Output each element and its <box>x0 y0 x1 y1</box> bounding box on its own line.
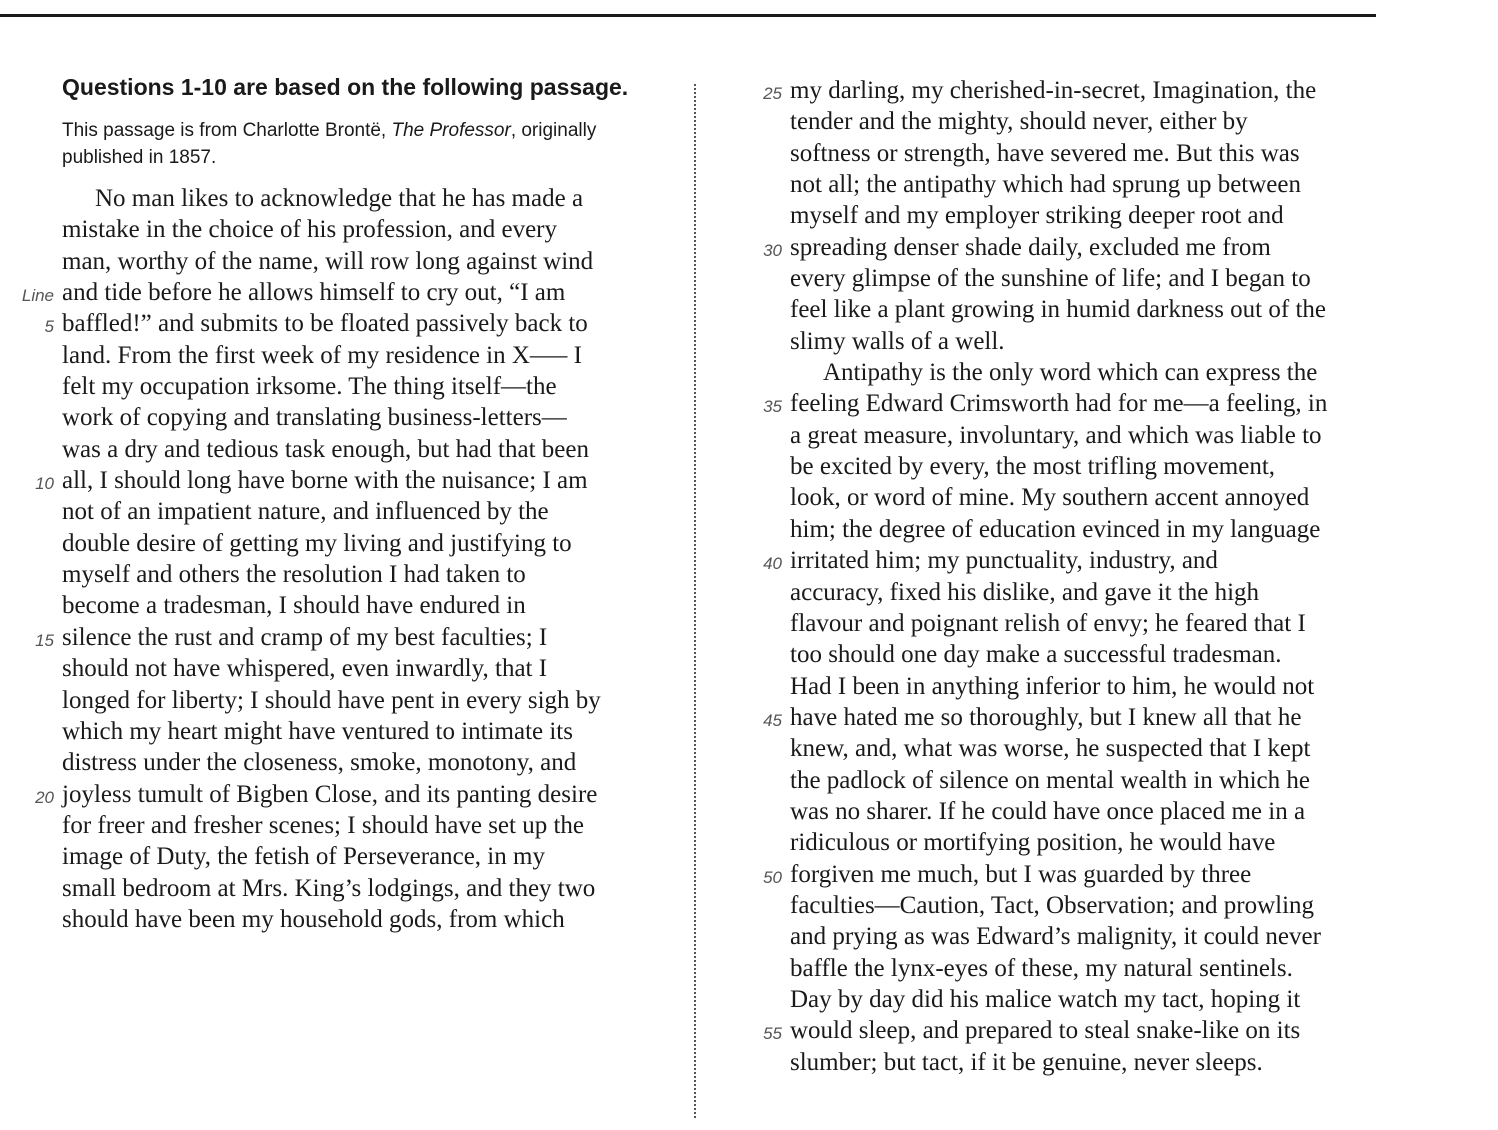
line-text: was a dry and tedious task enough, but had that been <box>62 435 589 463</box>
line-text: for freer and fresher scenes; I should have set up the <box>62 811 585 839</box>
passage-line <box>62 653 662 684</box>
line-text: have hated me so thoroughly, but I knew all that he <box>790 703 1302 731</box>
passage-line <box>790 827 1390 858</box>
line-text: softness or strength, have severed me. But this was <box>790 139 1300 167</box>
line-text: knew, and, what was worse, he suspected that I kept <box>790 735 1311 763</box>
passage-line <box>763 232 1390 263</box>
top-rule <box>0 14 1376 17</box>
passage-line <box>62 810 662 841</box>
line-text: feeling Edward Crimsworth had for me—a feeling, in <box>790 390 1328 418</box>
line-text: all, I should long have borne with the nuisance; I am <box>62 467 588 495</box>
passage-line <box>790 420 1390 451</box>
passage-line <box>62 402 662 433</box>
passage-line <box>790 200 1390 231</box>
passage-line <box>790 106 1390 137</box>
passage-line <box>62 590 662 621</box>
line-text: feel like a plant growing in humid darkness out of the <box>790 296 1326 324</box>
passage-line <box>763 1015 1390 1046</box>
passage-line <box>790 984 1390 1015</box>
line-text: spreading denser shade daily, excluded me from <box>790 233 1271 261</box>
line-text: which my heart might have ventured to intimate its <box>62 717 573 745</box>
passage-line <box>790 294 1390 325</box>
line-text: tender and the mighty, should never, either by <box>790 108 1248 136</box>
passage-line <box>790 921 1390 952</box>
passage-line <box>44 308 662 339</box>
passage-line <box>62 559 662 590</box>
passage-line <box>763 702 1390 733</box>
line-text: faculties—Caution, Tact, Observation; and prowling <box>790 891 1315 919</box>
line-text: small bedroom at Mrs. King’s lodgings, and they two <box>62 874 596 902</box>
passage-line <box>790 263 1390 294</box>
line-text: every glimpse of the sunshine of life; and I began to <box>790 265 1311 293</box>
line-number: 35 <box>763 397 782 417</box>
passage-line <box>763 388 1390 419</box>
line-text: be excited by every, the most trifling movement, <box>790 453 1276 481</box>
line-text: not of an impatient nature, and influenced by the <box>62 498 549 526</box>
line-text: should have been my household gods, from which <box>62 905 565 933</box>
passage-line <box>62 371 662 402</box>
passage-line <box>790 765 1390 796</box>
line-text: and tide before he allows himself to cry out, “I am <box>62 279 566 307</box>
left-column <box>21 72 662 935</box>
source-title: The Professor <box>391 120 511 141</box>
passage-line <box>790 138 1390 169</box>
passage-line <box>62 183 662 214</box>
passage-line <box>21 277 662 308</box>
passage-line <box>62 841 662 872</box>
line-text: No man likes to acknowledge that he has made a <box>95 185 584 212</box>
passage-line <box>62 496 662 527</box>
line-number: 20 <box>35 787 54 807</box>
line-text: too should one day make a successful tradesman. <box>790 641 1282 669</box>
line-number: Line <box>21 286 54 306</box>
line-text: slumber; but tact, if it be genuine, never sleeps. <box>790 1048 1263 1076</box>
line-number: 50 <box>763 867 782 887</box>
passage-line <box>62 434 662 465</box>
passage-line <box>62 904 662 935</box>
passage-line <box>790 357 1390 388</box>
passage-line <box>790 608 1390 639</box>
passage-line <box>35 465 662 496</box>
line-text: was no sharer. If he could have once placed me in a <box>790 797 1306 825</box>
line-text: felt my occupation irksome. The thing itself—the <box>62 373 557 401</box>
line-text: Day by day did his malice watch my tact, hoping it <box>790 985 1301 1013</box>
passage-line <box>763 75 1390 106</box>
passage-line <box>62 246 662 277</box>
passage-line <box>35 779 662 810</box>
line-number: 25 <box>763 84 782 103</box>
line-text: accuracy, fixed his dislike, and gave it the high <box>790 578 1260 606</box>
line-number: 55 <box>763 1024 782 1044</box>
questions-heading: Questions 1-10 are based on the following passage. <box>62 74 629 100</box>
passage-line <box>790 482 1390 513</box>
line-text: slimy walls of a well. <box>790 327 1005 355</box>
passage-line <box>790 890 1390 921</box>
passage-line <box>790 733 1390 764</box>
passage-line <box>62 873 662 904</box>
line-text: man, worthy of the name, will row long against wind <box>62 247 594 275</box>
line-text: myself and others the resolution I had taken to <box>62 561 526 589</box>
line-number: 5 <box>44 317 54 337</box>
line-text: joyless tumult of Bigben Close, and its panting desire <box>62 780 598 808</box>
line-text: irritated him; my punctuality, industry, and <box>790 547 1218 575</box>
line-text: look, or word of mine. My southern accent annoyed <box>790 484 1310 512</box>
line-text: baffle the lynx-eyes of these, my natural sentinels. <box>790 954 1293 982</box>
passage-line <box>62 214 662 245</box>
passage-line <box>790 671 1390 702</box>
line-text: ridiculous or mortifying position, he would have <box>790 829 1276 857</box>
passage-line <box>62 528 662 559</box>
passage-line <box>35 622 662 653</box>
line-text: silence the rust and cramp of my best faculties; I <box>62 623 548 651</box>
passage-source <box>62 117 662 171</box>
line-text: double desire of getting my living and justifying to <box>62 529 572 557</box>
line-text: flavour and poignant relish of envy; he feared that I <box>790 609 1306 637</box>
passage-line <box>62 685 662 716</box>
line-text: distress under the closeness, smoke, monotony, and <box>62 749 577 777</box>
line-text: longed for liberty; I should have pent in every sigh by <box>62 686 601 714</box>
line-number: 15 <box>35 630 54 650</box>
passage-line <box>763 545 1390 576</box>
line-text: image of Duty, the fetish of Perseverance, in my <box>62 843 545 871</box>
line-text: and prying as was Edward’s malignity, it could never <box>790 923 1321 951</box>
line-text: not all; the antipathy which had sprung up between <box>790 171 1301 199</box>
passage-line <box>62 716 662 747</box>
passage-left <box>21 183 662 935</box>
passage-line <box>62 747 662 778</box>
passage-line <box>790 953 1390 984</box>
line-number: 40 <box>763 554 782 574</box>
line-text: land. From the first week of my residence in X—– I <box>62 341 583 369</box>
line-text: Antipathy is the only word which can express the <box>823 359 1318 387</box>
line-text: would sleep, and prepared to steal snake-like on its <box>790 1017 1301 1045</box>
passage-line <box>790 1047 1390 1078</box>
source-prefix: This passage is from Charlotte Brontë, <box>62 120 392 141</box>
passage-line <box>790 451 1390 482</box>
line-text: mistake in the choice of his profession, and every <box>62 216 557 244</box>
passage-line <box>790 796 1390 827</box>
passage-right <box>763 75 1390 1078</box>
right-column <box>763 75 1390 1078</box>
passage-line <box>790 639 1390 670</box>
passage-line <box>62 340 662 371</box>
source-suffix: , originally published in 1857. <box>62 120 597 168</box>
line-text: work of copying and translating business-letters— <box>62 404 567 432</box>
line-text: him; the degree of education evinced in my language <box>790 515 1321 543</box>
passage-line <box>790 326 1390 357</box>
line-text: forgiven me much, but I was guarded by three <box>790 860 1252 888</box>
line-number: 10 <box>35 474 54 494</box>
line-text: baffled!” and submits to be floated passively back to <box>62 310 588 338</box>
line-text: become a tradesman, I should have endured in <box>62 592 526 620</box>
line-text: myself and my employer striking deeper root and <box>790 202 1284 230</box>
passage-line <box>790 514 1390 545</box>
line-text: a great measure, involuntary, and which was liable to <box>790 421 1322 449</box>
passage-line <box>790 169 1390 200</box>
line-text: should not have whispered, even inwardly, that I <box>62 655 548 683</box>
passage-line <box>763 859 1390 890</box>
passage-line <box>790 577 1390 608</box>
line-number: 30 <box>763 240 782 260</box>
line-number: 45 <box>763 710 782 730</box>
line-text: Had I been in anything inferior to him, he would not <box>790 672 1315 700</box>
column-divider <box>694 84 696 1118</box>
line-text: the padlock of silence on mental wealth in which he <box>790 766 1310 794</box>
line-text: my darling, my cherished-in-secret, Imagination, the <box>790 77 1317 104</box>
